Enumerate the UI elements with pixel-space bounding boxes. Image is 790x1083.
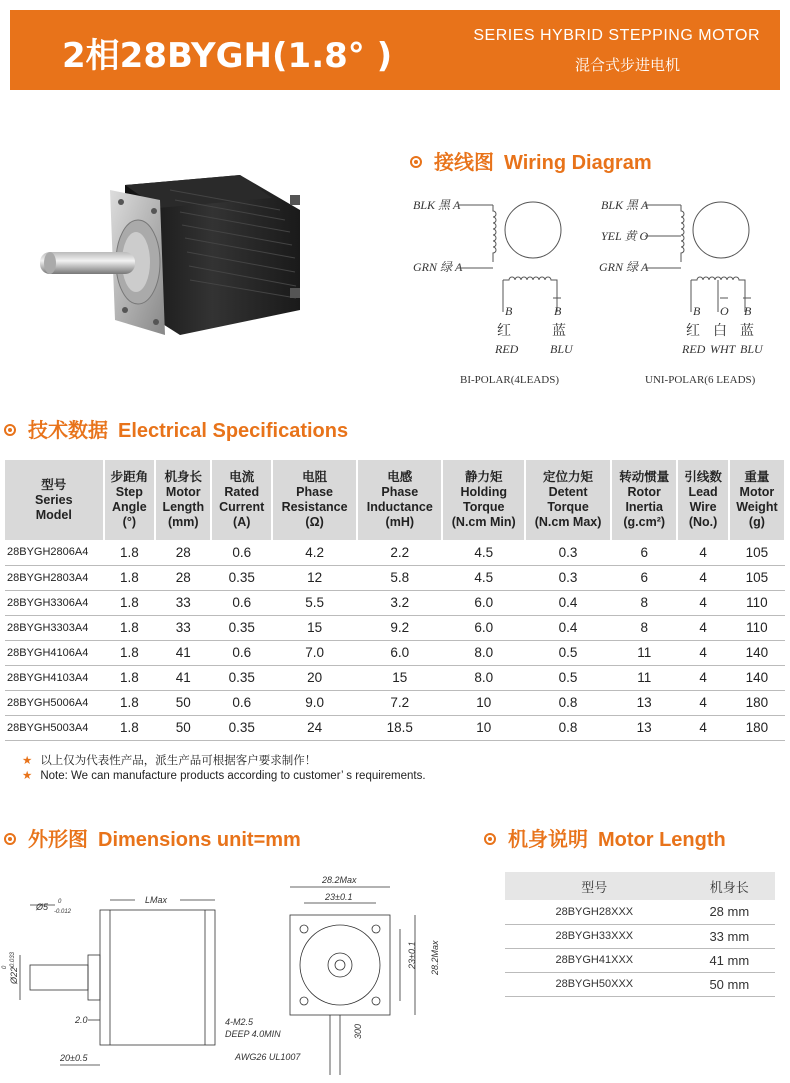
value-cell: 9.2 [357, 615, 442, 640]
value-cell: 4.2 [272, 540, 357, 565]
spec-col-header: 电阻 Phase Resistance (Ω) [272, 460, 357, 540]
spec-col-header: 机身长 Motor Length (mm) [155, 460, 211, 540]
dim-width: 28.2Max [322, 875, 357, 885]
value-cell: 6.0 [442, 590, 525, 615]
spec-col-header: 重量 Motor Weight (g) [729, 460, 785, 540]
value-cell: 4 [677, 690, 728, 715]
bullet-icon [4, 424, 16, 436]
dim-shaft-len: 20±0.5 [60, 1053, 88, 1063]
value-cell: 0.35 [211, 715, 272, 740]
unipolar-o-label: O [720, 304, 729, 318]
length-cell: 41 mm [684, 948, 775, 972]
value-cell: 1.8 [104, 565, 155, 590]
value-cell: 0.6 [211, 590, 272, 615]
model-cell: 28BYGH4106A4 [5, 640, 104, 665]
value-cell: 0.5 [525, 665, 611, 690]
unipolar-red-cn: 红 [686, 324, 700, 339]
specs-body [5, 540, 785, 740]
value-cell: 1.8 [104, 690, 155, 715]
value-cell: 180 [729, 715, 785, 740]
table-row [5, 565, 785, 590]
unipolar-blu-cn: 蓝 [740, 324, 754, 339]
dimensions-heading: 外形图 Dimensions unit=mm [4, 823, 301, 852]
bipolar-diagram [413, 198, 574, 386]
series-title-cn: 混合式步进电机 [574, 57, 680, 74]
value-cell: 0.3 [525, 565, 611, 590]
dim-boss-tol-lower: -0.033 [10, 951, 16, 969]
value-cell: 20 [272, 665, 357, 690]
value-cell: 8 [611, 615, 677, 640]
bullet-icon [410, 156, 422, 168]
value-cell: 105 [729, 540, 785, 565]
value-cell: 28 [155, 540, 211, 565]
model-cell: 28BYGH3306A4 [5, 590, 104, 615]
value-cell: 110 [729, 590, 785, 615]
value-cell: 1.8 [104, 540, 155, 565]
dimensions-drawing [0, 865, 440, 1080]
motor-length-table [505, 872, 775, 997]
model-cell: 28BYGH50XXX [505, 972, 684, 996]
value-cell: 3.2 [357, 590, 442, 615]
dim-shaft-tol-lower: -0.012 [54, 909, 72, 915]
unipolar-lead-a: BLK 黑 A [601, 198, 649, 212]
value-cell: 0.35 [211, 665, 272, 690]
dim-height: 28.2Max [430, 940, 440, 975]
unipolar-lead-abar: GRN 绿 A [599, 260, 649, 274]
value-cell: 11 [611, 665, 677, 690]
value-cell: 15 [357, 665, 442, 690]
bullet-icon [484, 833, 496, 845]
value-cell: 0.3 [525, 540, 611, 565]
bipolar-lead-abar: GRN 绿 A [413, 260, 463, 274]
value-cell: 4 [677, 540, 728, 565]
star-icon: ★ [22, 770, 33, 782]
specs-header-row [5, 460, 785, 540]
value-cell: 33 [155, 615, 211, 640]
side-view [20, 900, 215, 1065]
value-cell: 13 [611, 715, 677, 740]
value-cell: 41 [155, 640, 211, 665]
table-row [5, 540, 785, 565]
value-cell: 7.0 [272, 640, 357, 665]
value-cell: 5.8 [357, 565, 442, 590]
value-cell: 110 [729, 615, 785, 640]
series-title-en: SERIES HYBRID STEPPING MOTOR [473, 27, 760, 44]
value-cell: 2.2 [357, 540, 442, 565]
value-cell: 8.0 [442, 640, 525, 665]
dim-hole-pitch-v: 23±0.1 [407, 941, 417, 969]
unipolar-bbar-label: B [744, 304, 752, 318]
bipolar-blu-cn: 蓝 [552, 324, 566, 339]
table-row [5, 690, 785, 715]
model-cell: 28BYGH3303A4 [5, 615, 104, 640]
page-title: 2相28BYGH(1.8° ) [62, 36, 393, 76]
value-cell: 0.6 [211, 540, 272, 565]
value-cell: 6.0 [357, 640, 442, 665]
col-model: 型号 [505, 872, 684, 900]
table-row [5, 665, 785, 690]
value-cell: 0.35 [211, 615, 272, 640]
note-en: ★ Note: We can manufacture products according to customer’ s requirements. [22, 770, 426, 782]
table-row [5, 590, 785, 615]
value-cell: 10 [442, 715, 525, 740]
dim-length: LMax [145, 895, 168, 905]
dim-shaft-dia: Ø5 [36, 902, 49, 912]
unipolar-caption: UNI-POLAR(6 LEADS) [645, 374, 756, 386]
dim-depth: DEEP 4.0MIN [225, 1029, 281, 1039]
spec-col-header: 转动惯量 Rotor Inertia (g.cm²) [611, 460, 677, 540]
spec-col-header: 静力矩 Holding Torque (N.cm Min) [442, 460, 525, 540]
model-cell: 28BYGH33XXX [505, 924, 684, 948]
table-row [505, 924, 775, 948]
table-row [505, 948, 775, 972]
value-cell: 28 [155, 565, 211, 590]
spec-col-header: 电感 Phase Inductance (mH) [357, 460, 442, 540]
value-cell: 1.8 [104, 665, 155, 690]
value-cell: 0.8 [525, 715, 611, 740]
bipolar-red-en: RED [495, 342, 519, 356]
dim-cable: AWG26 UL1007 [235, 1052, 301, 1062]
bipolar-caption: BI-POLAR(4LEADS) [460, 374, 559, 386]
unipolar-diagram [599, 198, 764, 386]
col-length: 机身长 [684, 872, 775, 900]
value-cell: 4.5 [442, 565, 525, 590]
value-cell: 50 [155, 690, 211, 715]
value-cell: 4 [677, 590, 728, 615]
dim-screw: 4-M2.5 [225, 1017, 254, 1027]
value-cell: 6 [611, 565, 677, 590]
spec-col-header: 型号 Series Model [5, 460, 104, 540]
bipolar-bbar-label: B [554, 304, 562, 318]
bullet-icon [4, 833, 16, 845]
value-cell: 6.0 [442, 615, 525, 640]
model-cell: 28BYGH2806A4 [5, 540, 104, 565]
model-cell: 28BYGH5006A4 [5, 690, 104, 715]
motor-length-body [505, 900, 775, 996]
model-cell: 28BYGH2803A4 [5, 565, 104, 590]
value-cell: 0.8 [525, 690, 611, 715]
specs-table [5, 460, 786, 741]
unipolar-wht-en: WHT [710, 342, 736, 356]
unipolar-wht-cn: 白 [713, 324, 727, 339]
value-cell: 5.5 [272, 590, 357, 615]
spec-col-header: 电流 Rated Current (A) [211, 460, 272, 540]
note-cn: ★ 以上仅为代表性产品，派生产品可根据客户要求制作！ [22, 755, 317, 767]
value-cell: 15 [272, 615, 357, 640]
value-cell: 0.4 [525, 615, 611, 640]
dim-hole-pitch-h: 23±0.1 [325, 892, 353, 902]
dim-shaft-tol-upper: 0 [58, 899, 62, 905]
model-cell: 28BYGH28XXX [505, 900, 684, 924]
model-cell: 28BYGH5003A4 [5, 715, 104, 740]
header-banner [10, 10, 780, 90]
value-cell: 0.6 [211, 690, 272, 715]
length-cell: 28 mm [684, 900, 775, 924]
value-cell: 11 [611, 640, 677, 665]
dim-boss-tol-upper: 0 [2, 965, 8, 969]
bipolar-red-cn: 红 [497, 324, 511, 339]
model-cell: 28BYGH41XXX [505, 948, 684, 972]
value-cell: 0.4 [525, 590, 611, 615]
unipolar-red-en: RED [682, 342, 706, 356]
front-view [290, 887, 415, 1075]
value-cell: 4 [677, 615, 728, 640]
value-cell: 4 [677, 715, 728, 740]
value-cell: 8 [611, 590, 677, 615]
dim-boss-dia: Ø22 [9, 966, 19, 984]
value-cell: 6 [611, 540, 677, 565]
value-cell: 9.0 [272, 690, 357, 715]
value-cell: 1.8 [104, 615, 155, 640]
value-cell: 140 [729, 665, 785, 690]
value-cell: 13 [611, 690, 677, 715]
value-cell: 1.8 [104, 590, 155, 615]
unipolar-blu-en: BLU [740, 342, 763, 356]
motor-length-header [505, 872, 775, 900]
value-cell: 4 [677, 665, 728, 690]
wiring-diagram [405, 185, 785, 395]
value-cell: 0.5 [525, 640, 611, 665]
table-row [5, 715, 785, 740]
bipolar-blu-en: BLU [550, 342, 573, 356]
value-cell: 4 [677, 640, 728, 665]
value-cell: 18.5 [357, 715, 442, 740]
specs-heading: 技术数据 Electrical Specifications [4, 414, 348, 443]
table-row [5, 615, 785, 640]
value-cell: 1.8 [104, 640, 155, 665]
value-cell: 8.0 [442, 665, 525, 690]
unipolar-lead-o: YEL 黄 O [601, 229, 649, 243]
value-cell: 24 [272, 715, 357, 740]
bipolar-b-label: B [505, 304, 513, 318]
motor-photo [40, 170, 310, 345]
value-cell: 41 [155, 665, 211, 690]
value-cell: 4.5 [442, 540, 525, 565]
table-row [505, 900, 775, 924]
length-cell: 33 mm [684, 924, 775, 948]
spec-col-header: 定位力矩 Detent Torque (N.cm Max) [525, 460, 611, 540]
value-cell: 1.8 [104, 715, 155, 740]
table-row [505, 972, 775, 996]
value-cell: 140 [729, 640, 785, 665]
dim-boss-h: 2.0 [75, 1015, 88, 1025]
motor-length-heading: 机身说明 Motor Length [484, 823, 726, 852]
dim-lead-len: 300 [353, 1023, 363, 1039]
value-cell: 33 [155, 590, 211, 615]
table-row [5, 640, 785, 665]
value-cell: 12 [272, 565, 357, 590]
length-cell: 50 mm [684, 972, 775, 996]
unipolar-b-label: B [693, 304, 701, 318]
value-cell: 50 [155, 715, 211, 740]
star-icon: ★ [22, 755, 33, 767]
value-cell: 180 [729, 690, 785, 715]
model-cell: 28BYGH4103A4 [5, 665, 104, 690]
value-cell: 4 [677, 565, 728, 590]
spec-col-header: 步距角 Step Angle (°) [104, 460, 155, 540]
value-cell: 10 [442, 690, 525, 715]
value-cell: 0.35 [211, 565, 272, 590]
value-cell: 7.2 [357, 690, 442, 715]
wiring-heading: 接线图 Wiring Diagram [410, 146, 652, 175]
spec-col-header: 引线数 Lead Wire (No.) [677, 460, 728, 540]
value-cell: 0.6 [211, 640, 272, 665]
bipolar-lead-a: BLK 黑 A [413, 198, 461, 212]
value-cell: 105 [729, 565, 785, 590]
